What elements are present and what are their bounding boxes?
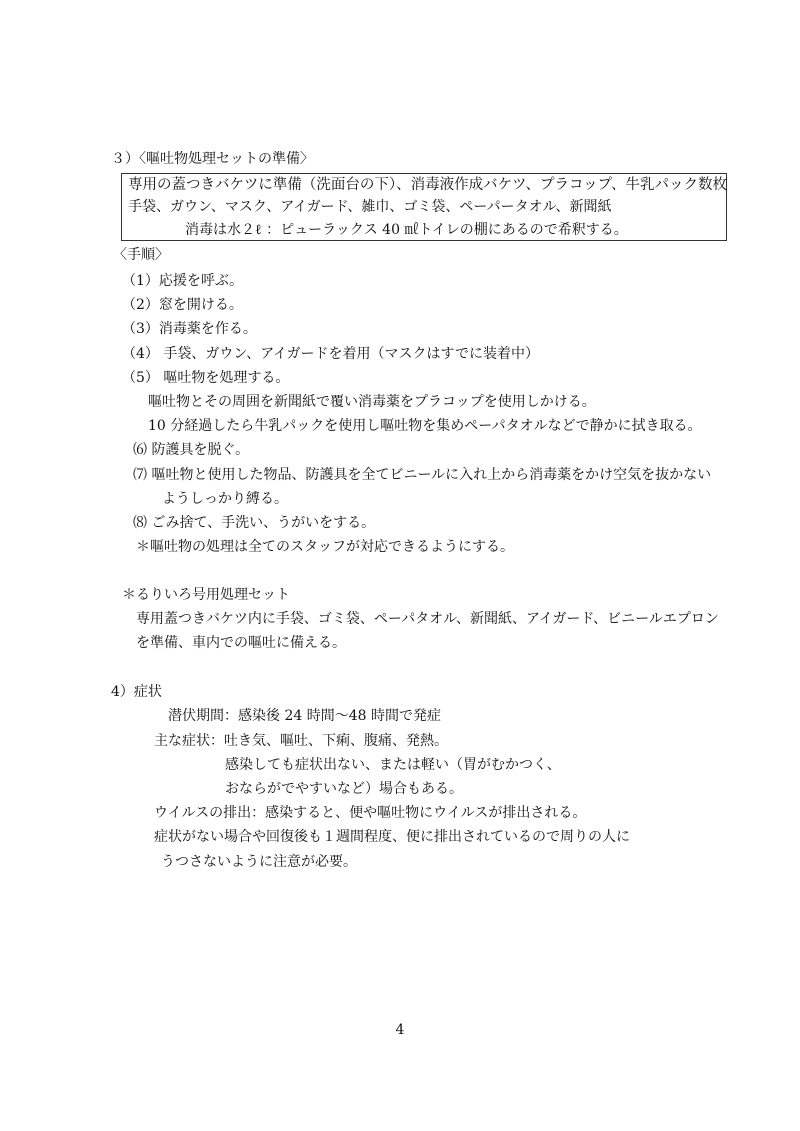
- main-symptoms: 主な症状：吐き気、嘔吐、下痢、腹痛、発熱。: [154, 733, 448, 749]
- ruri-line-2: を準備、車内での嘔吐に備える。: [136, 635, 346, 651]
- excretion-note-2: うつさないように注意が必要。: [161, 854, 357, 870]
- page-number: 4: [395, 1022, 405, 1038]
- step-3: （3）消毒薬を作る。: [122, 321, 257, 337]
- step-4: （4） 手袋、ガウン、アイガードを着用（マスクはすでに装着中）: [122, 346, 539, 362]
- step-7-line-2: ようしっかり縛る。: [162, 491, 288, 507]
- symptom-note-2: おならがでやすいなど）場合もある。: [225, 781, 463, 797]
- step-5-detail-1: 嘔吐物とその周囲を新聞紙で覆い消毒薬をプラコップを使用しかける。: [148, 394, 596, 410]
- section-3-heading: ３）〈嘔吐物処理セットの準備〉: [111, 151, 314, 167]
- step-2: （2）窓を開ける。: [122, 297, 243, 313]
- symptom-note-1: 感染しても症状出ない、または軽い（胃がむかつく、: [225, 757, 561, 773]
- incubation-period: 潜伏期間：感染後 24 時間～48 時間で発症: [168, 708, 441, 724]
- box-line-3: 消毒は水２ℓ ：ピューラックス 40 ㎖トイレの棚にあるので希釈する。: [185, 222, 628, 238]
- section-4-heading: 4）症状: [111, 684, 162, 700]
- box-line-2: 手袋、ガウン、マスク、アイガード、雑巾、ゴミ袋、ペーパータオル、新聞紙: [128, 199, 612, 215]
- excretion-note-1: 症状がない場合や回復後も１週間程度、便に排出されているので周りの人に: [154, 829, 630, 845]
- box-line-1: 専用の蓋つきバケツに準備（洗面台の下）、消毒液作成バケツ、プラコップ、牛乳パック数枚: [128, 177, 727, 193]
- virus-excretion: ウイルスの排出：感染すると、便や嘔吐物にウイルスが排出される。: [154, 805, 587, 821]
- step-6: ⑹ 防護具を脱ぐ。: [133, 442, 250, 458]
- step-1: （1）応援を呼ぶ。: [122, 273, 244, 289]
- step-5: （5） 嘔吐物を処理する。: [122, 370, 290, 386]
- step-7-line-1: ⑺ 嘔吐物と使用した物品、防護具を全てビニールに入れ上から消毒薬をかけ空気を抜かない: [133, 467, 712, 483]
- step-5-detail-2: 10 分経過したら牛乳パックを使用し嘔吐物を集めペーパタオルなどで静かに拭き取る。: [148, 418, 702, 434]
- procedure-heading: 〈手順〉: [113, 247, 169, 263]
- step-8: ⑻ ごみ捨て、手洗い、うがいをする。: [133, 515, 376, 531]
- ruri-heading: ＊るりいろ号用処理セット: [122, 587, 290, 603]
- ruri-line-1: 専用蓋つきバケツ内に手袋、ゴミ袋、ペーパタオル、新聞紙、アイガード、ビニールエプロン: [136, 611, 719, 627]
- procedure-note: ＊嘔吐物の処理は全てのスタッフが対応できるようにする。: [136, 539, 514, 555]
